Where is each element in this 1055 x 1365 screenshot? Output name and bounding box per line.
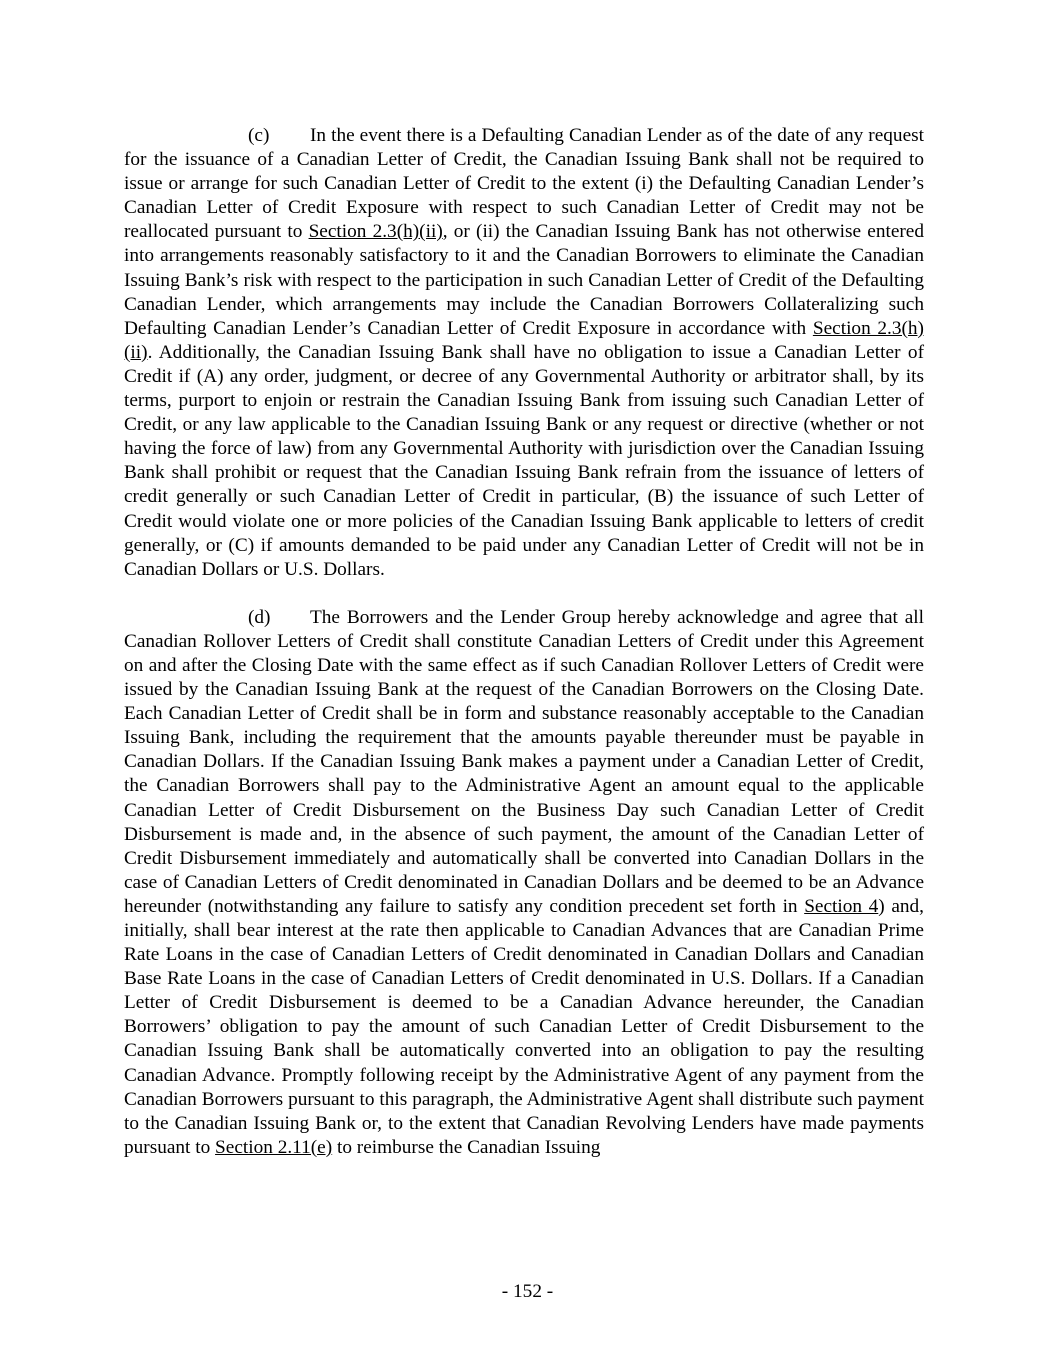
paragraph-d: [124, 606, 924, 1160]
paragraph-c: [124, 124, 924, 582]
paragraph-label: (c): [248, 125, 270, 146]
paragraph-text: ) and, initially, shall bear interest at the rate then applicable to Canadian Advances that are Canadian Prime Rate Loans in the case of Canadian Letters of Credit denominated in Canadian Dollars and Canadian Base Rate Loans in the case of Canadian Letters of Credit denominated in U.S. Dollars. If a Canadian Letter of Credit Disbursement is deemed to be a Canadian Advance hereunder, the Canadian Borrowers’ obligation to pay the amount of such Canadian Letter of Credit Disbursement to the Canadian Issuing Bank shall be automatically converted into an obligation to pay the resulting Canadian Advance. Promptly following receipt by the Administrative Agent of any payment from the Canadian Borrowers pursuant to this paragraph, the Administrative Agent shall distribute such payment to the Canadian Issuing Bank or, to the extent that Canadian Revolving Lenders have made payments pursuant to: [124, 895, 924, 1158]
section-reference: Section 2.3(h)(ii): [124, 317, 924, 363]
paragraph-text: to reimburse the Canadian Issuing: [332, 1136, 601, 1158]
section-reference: Section 2.11(e): [215, 1136, 333, 1158]
paragraph-text: . Additionally, the Canadian Issuing Bank shall have no obligation to issue a Canadian Letter of Credit if (A) any order, judgment, or decree of any Governmental Authority or arbitrator shall, by its terms, purport to enjoin or restrain the Canadian Issuing Bank from issuing such Canadian Letter of Credit, or any law applicable to the Canadian Issuing Bank or any request or directive (whether or not having the force of law) from any Governmental Authority with jurisdiction over the Canadian Issuing Bank shall prohibit or request that the Canadian Issuing Bank refrain from the issuance of letters of credit generally or such Canadian Letter of Credit in particular, (B) the issuance of such Letter of Credit would violate one or more policies of the Canadian Issuing Bank applicable to letters of credit generally, or (C) if amounts demanded to be paid under any Canadian Letter of Credit will not be in Canadian Dollars or U.S. Dollars.: [124, 341, 924, 580]
paragraph-text: , or (ii) the Canadian Issuing Bank has not otherwise entered into arrangements reasonably satisfactory to it and the Canadian Borrowers to eliminate the Canadian Issuing Bank’s risk with respect to the participation in such Canadian Letter of Credit of the Defaulting Canadian Lender, which arrangements may include the Canadian Borrowers Collateralizing such Defaulting Canadian Lender’s Canadian Letter of Credit Exposure in accordance with: [124, 221, 924, 339]
section-reference: Section 2.3(h)(ii): [308, 221, 443, 243]
page-number: - 152 -: [501, 1281, 554, 1302]
section-reference: Section 4: [804, 895, 879, 917]
document-body: [124, 124, 924, 1160]
paragraph-text: In the event there is a Defaulting Canadian Lender as of the date of any request for the issuance of a Canadian Letter of Credit, the Canadian Issuing Bank shall not be required to issue or arrange for such Canadian Letter of Credit to the extent (i) the Defaulting Canadian Lender’s Canadian Letter of Credit Exposure with respect to such Canadian Letter of Credit may not be reallocated pursuant to: [124, 125, 924, 243]
paragraph-label: (d): [248, 606, 271, 628]
paragraph-text: The Borrowers and the Lender Group hereby acknowledge and agree that all Canadian Rollover Letters of Credit shall constitute Canadian Letters of Credit under this Agreement on and after the Closing Date with the same effect as if such Canadian Rollover Letters of Credit were issued by the Canadian Issuing Bank at the request of the Canadian Borrowers on the Closing Date. Each Canadian Letter of Credit shall be in form and substance reasonably acceptable to the Canadian Issuing Bank, including the requirement that the amounts payable thereunder must be payable in Canadian Dollars. If the Canadian Issuing Bank makes a payment under a Canadian Letter of Credit, the Canadian Borrowers shall pay to the Administrative Agent an amount equal to the applicable Canadian Letter of Credit Disbursement on the Business Day such Canadian Letter of Credit Disbursement is made and, in the absence of such payment, the amount of the Canadian Letter of Credit Disbursement immediately and automatically shall be converted into Canadian Dollars in the case of Canadian Letters of Credit denominated in Canadian Dollars and be deemed to be an Advance hereunder (notwithstanding any failure to satisfy any condition precedent set forth in: [124, 606, 924, 917]
